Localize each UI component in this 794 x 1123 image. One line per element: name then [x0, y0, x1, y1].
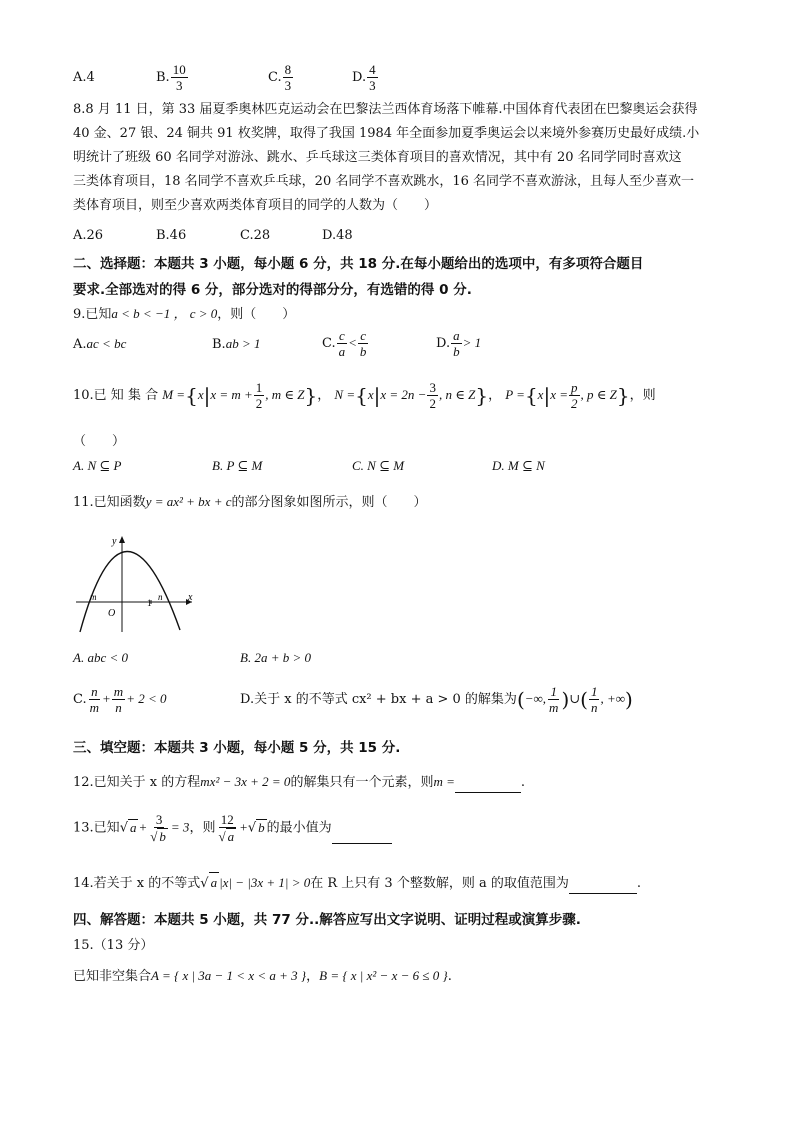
graph-origin-label: O [108, 608, 116, 619]
q8-option-c: C.28 [240, 228, 271, 243]
q9-stem: 9.已知a < b < −1 ， c > 0，则（ ） [73, 306, 296, 322]
y-axis-arrow [119, 536, 125, 543]
q7-option-b: B. $\frac{10}{3}$ [156, 62, 186, 93]
q9-option-d: D. $\frac{a}{b}$ > 1 [436, 328, 482, 359]
q12-answer-blank[interactable] [455, 792, 521, 793]
q9-option-a: A.ac < bc [73, 336, 127, 352]
section-2-heading-cont: 要求.全部选对的得 6 分，部分选对的得部分分，有选错的得 0 分. [73, 282, 472, 298]
q8-option-b: B.46 [156, 228, 187, 243]
q11-option-a: A. abc < 0 [73, 650, 128, 665]
graph-m-label: m [90, 592, 97, 602]
q14-stem: 14.若关于 x 的不等式√ a |x| − |3x + 1| > 0在 R 上只有 3 个整数解，则 a 的取值范围为 . [73, 872, 641, 894]
q10-option-b: B. P ⊆ M [212, 458, 263, 473]
q13-stem: 13.已知√ a + $\frac{3}{√ b}$ = 3，则 $\frac{12}{√ a}$ +√ b 的最小值为 [73, 812, 392, 844]
q10-option-a: A. N ⊆ P [73, 458, 122, 473]
q8-line-4: 三类体育项目，18 名同学不喜欢乒乓球，20 名同学不喜欢跳水，16 名同学不喜欢游泳，且每人至少喜欢一 [73, 174, 695, 189]
q15-title: 15.（13 分） [73, 938, 154, 953]
section-2-heading: 二、选择题：本题共 3 小题，每小题 6 分，共 18 分.在每小题给出的选项中，有多项符合题目 [73, 256, 644, 272]
q8-line-5: 类体育项目，则至少喜欢两类体育项目的同学的人数为（ ） [73, 198, 438, 213]
q7-option-c: C. $\frac{8}{3}$ [268, 62, 292, 93]
q10-paren: （ ） [73, 434, 126, 449]
graph-y-label: y [112, 536, 117, 547]
graph-x-label: x [188, 592, 193, 603]
q7-option-d: D. $\frac{4}{3}$ [352, 62, 376, 93]
q12-stem: 12.已知关于 x 的方程mx² − 3x + 2 = 0的解集只有一个元素，则m = . [73, 772, 525, 793]
q10-option-c: C. N ⊆ M [352, 458, 405, 473]
q8-line-1: 8.8 月 11 日，第 33 届夏季奥林匹克运动会在巴黎法兰西体育场落下帷幕.中国体育代表团在巴黎奥运会获得 [73, 102, 698, 117]
q10-stem: 10.已 知 集 合 M ={x|x = m + $\frac{1}{2}$ , m ∈ Z}， N ={x|x = 2n − $\frac{3}{2}$ , n ∈ Z}， P ={x|x = $\frac{p}{2}$ , p ∈ Z}，则 [73, 380, 656, 411]
q10-option-d: D. M ⊆ N [492, 458, 545, 473]
q7-option-a: A.4 [73, 70, 95, 85]
q13-answer-blank[interactable] [332, 843, 392, 844]
q8-option-d: D.48 [322, 228, 353, 243]
q11-stem: 11.已知函数y = ax² + bx + c的部分图象如图所示，则（ ） [73, 494, 427, 510]
q8-line-3: 明统计了班级 60 名同学对游泳、跳水、乒乓球这三类体育项目的喜欢情况，其中有 20 名同学同时喜欢这 [73, 150, 682, 165]
q8-option-a: A.26 [73, 228, 104, 243]
q14-answer-blank[interactable] [569, 893, 637, 894]
q11-option-d: D.关于 x 的不等式 cx² + bx + a > 0 的解集为(−∞, $\frac{1}{m}$ )∪( $\frac{1}{n}$ , +∞) [240, 684, 633, 715]
q8-line-2: 40 金、27 银、24 铜共 91 枚奖牌，取得了我国 1984 年全面参加夏季奥运会以来境外参赛历史最好成绩.小 [73, 126, 700, 141]
section-4-heading: 四、解答题：本题共 5 小题，共 77 分..解答应写出文字说明、证明过程或演算步骤. [73, 912, 581, 928]
graph-one-label: 1 [147, 598, 152, 608]
q11-parabola-graph [72, 530, 202, 640]
graph-n-label: n [158, 592, 163, 602]
q9-option-b: B.ab > 1 [212, 336, 261, 352]
q11-option-b: B. 2a + b > 0 [240, 650, 311, 665]
q9-option-c: C. $\frac{c}{a}$ < $\frac{c}{b}$ [322, 328, 367, 359]
section-3-heading: 三、填空题：本题共 3 小题，每小题 5 分，共 15 分. [73, 740, 401, 756]
q11-option-c: C. $\frac{n}{m}$ + $\frac{m}{n}$ + 2 < 0 [73, 684, 167, 715]
q15-stem: 已知非空集合A = { x | 3a − 1 < x < a + 3 }，B = { x | x² − x − 6 ≤ 0 }. [73, 968, 452, 984]
